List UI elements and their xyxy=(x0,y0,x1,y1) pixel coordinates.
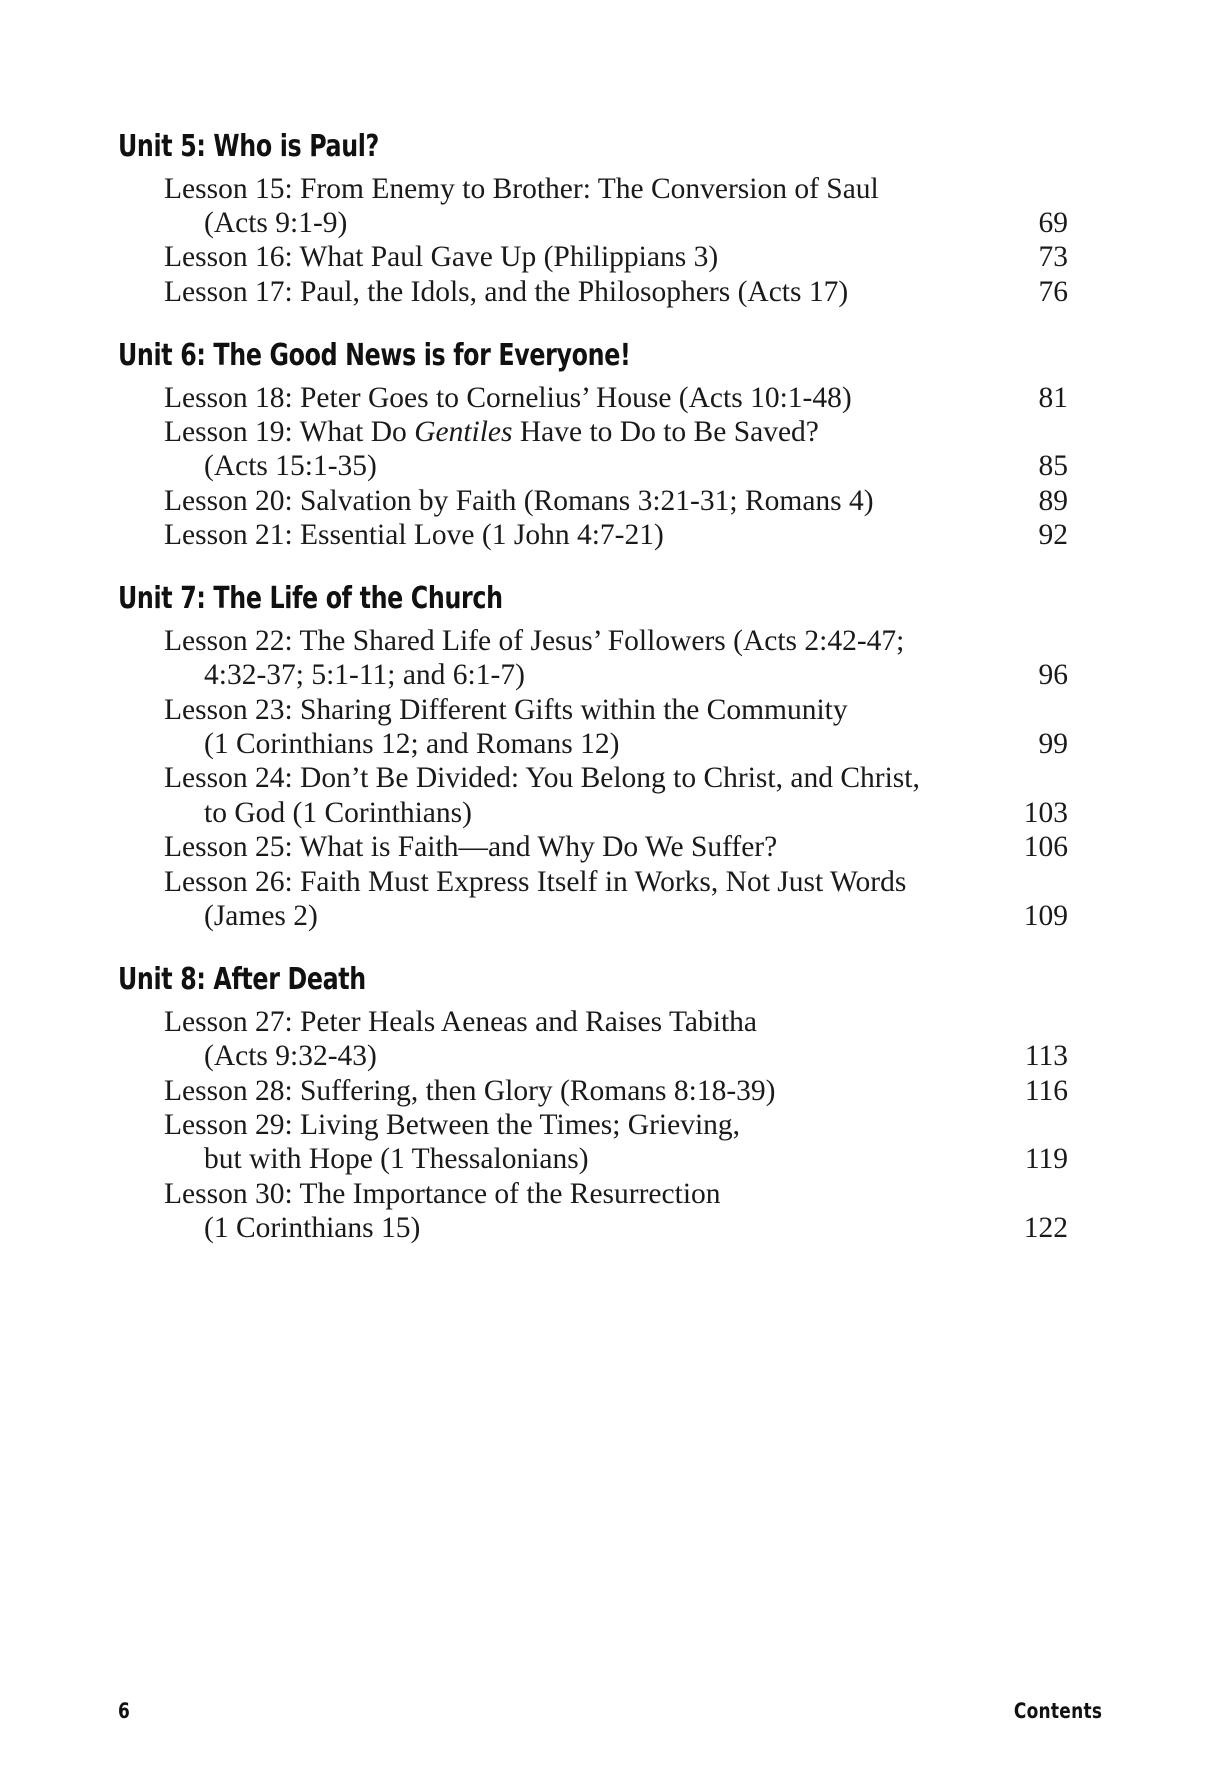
lesson-text: but with Hope (1 Thessalonians) xyxy=(204,1143,589,1176)
lesson-title-line xyxy=(164,275,1068,309)
unit-heading: Unit 8: After Death xyxy=(118,962,366,998)
lesson-title-line xyxy=(164,518,1068,552)
lesson-list xyxy=(118,381,1068,553)
lesson-title-continuation xyxy=(164,449,1068,483)
lesson-entry[interactable] xyxy=(118,1005,1068,1074)
lesson-text: Lesson 30: The Importance of the Resurrection xyxy=(164,1177,721,1210)
lesson-page-number: 99 xyxy=(1038,728,1068,761)
lesson-text: (James 2) xyxy=(204,899,318,932)
lesson-page-number: 122 xyxy=(1023,1212,1068,1244)
lesson-entry[interactable] xyxy=(118,415,1068,484)
lesson-title-line xyxy=(164,1108,1068,1142)
lesson-text: Lesson 22: The Shared Life of Jesus’ Followers (Acts 2:42-47; xyxy=(164,625,905,658)
lesson-page-number: 73 xyxy=(1038,241,1068,274)
lesson-page-number: 81 xyxy=(1038,381,1068,414)
lesson-title-continuation xyxy=(164,658,1068,692)
lesson-title-line xyxy=(164,830,1068,864)
lesson-entry[interactable] xyxy=(118,240,1068,274)
lesson-page-number: 92 xyxy=(1038,519,1068,552)
unit-heading: Unit 6: The Good News is for Everyone! xyxy=(118,338,631,374)
lesson-entry[interactable] xyxy=(118,172,1068,241)
lesson-title-line xyxy=(164,381,1068,415)
lesson-page-number: 96 xyxy=(1038,659,1068,692)
lesson-title-continuation xyxy=(164,206,1068,240)
lesson-page-number: 119 xyxy=(1024,1143,1068,1176)
running-head-label: Contents xyxy=(1013,1699,1102,1723)
lesson-title-continuation xyxy=(164,727,1068,761)
unit-block xyxy=(118,963,1068,1245)
lesson-page-number: 113 xyxy=(1024,1040,1068,1073)
lesson-entry[interactable] xyxy=(118,865,1068,934)
lesson-text: Lesson 27: Peter Heals Aeneas and Raises Tabitha xyxy=(164,1005,757,1038)
lesson-page-number: 85 xyxy=(1038,450,1068,483)
lesson-page-number: 76 xyxy=(1038,275,1068,308)
lesson-title-continuation xyxy=(164,796,1068,830)
lesson-text: Lesson 19: What Do xyxy=(164,415,415,448)
lesson-title-line xyxy=(164,484,1068,518)
lesson-text: (Acts 9:1-9) xyxy=(204,206,348,239)
lesson-text-italic: Gentiles xyxy=(414,415,513,448)
lesson-page-number: 89 xyxy=(1038,484,1068,517)
lesson-title-line xyxy=(164,1005,1068,1039)
lesson-entry[interactable] xyxy=(118,484,1068,518)
lesson-text: Lesson 15: From Enemy to Brother: The Conversion of Saul xyxy=(164,172,879,205)
lesson-text: Lesson 29: Living Between the Times; Grieving, xyxy=(164,1108,741,1141)
unit-block xyxy=(118,582,1068,933)
lesson-text: Lesson 28: Suffering, then Glory (Romans 8:18-39) xyxy=(164,1074,776,1107)
lesson-text: (1 Corinthians 15) xyxy=(204,1212,421,1244)
lesson-title-line xyxy=(164,1177,1068,1211)
toc-content xyxy=(118,130,1068,1245)
lesson-text: Lesson 21: Essential Love (1 John 4:7-21) xyxy=(164,519,664,552)
unit-block xyxy=(118,130,1068,309)
lesson-entry[interactable] xyxy=(118,761,1068,830)
lesson-title-line xyxy=(164,240,1068,274)
lesson-entry[interactable] xyxy=(118,830,1068,864)
lesson-text: Lesson 24: Don’t Be Divided: You Belong to Christ, and Christ, xyxy=(164,762,920,795)
lesson-list xyxy=(118,1005,1068,1246)
lesson-title-line xyxy=(164,865,1068,899)
lesson-title-line xyxy=(164,624,1068,658)
lesson-text: (Acts 15:1-35) xyxy=(204,450,377,483)
lesson-text: 4:32-37; 5:1-11; and 6:1-7) xyxy=(204,659,525,692)
lesson-list xyxy=(118,172,1068,309)
lesson-page-number: 69 xyxy=(1038,206,1068,239)
lesson-title-continuation xyxy=(164,899,1068,933)
lesson-page-number: 116 xyxy=(1024,1074,1068,1107)
lesson-entry[interactable] xyxy=(118,1108,1068,1177)
lesson-list xyxy=(118,624,1068,933)
page-footer xyxy=(118,1694,1102,1728)
lesson-text-after: Have to Do to Be Saved? xyxy=(512,415,819,448)
unit-heading: Unit 5: Who is Paul? xyxy=(118,129,379,164)
lesson-title-line xyxy=(164,415,1068,449)
lesson-text: Lesson 26: Faith Must Express Itself in Works, Not Just Words xyxy=(164,865,907,898)
lesson-text: Lesson 17: Paul, the Idols, and the Philosophers (Acts 17) xyxy=(164,275,849,308)
lesson-entry[interactable] xyxy=(118,381,1068,415)
unit-heading: Unit 7: The Life of the Church xyxy=(118,581,503,617)
lesson-text: Lesson 18: Peter Goes to Cornelius’ House (Acts 10:1-48) xyxy=(164,381,852,414)
unit-block xyxy=(118,339,1068,552)
lesson-entry[interactable] xyxy=(118,1074,1068,1108)
lesson-title-continuation xyxy=(164,1211,1068,1245)
lesson-text: Lesson 23: Sharing Different Gifts within the Community xyxy=(164,693,848,726)
lesson-entry[interactable] xyxy=(118,275,1068,309)
lesson-text: (1 Corinthians 12; and Romans 12) xyxy=(204,728,620,761)
lesson-page-number: 109 xyxy=(1023,899,1068,932)
lesson-title-continuation xyxy=(164,1142,1068,1176)
lesson-title-continuation xyxy=(164,1039,1068,1073)
lesson-text: Lesson 16: What Paul Gave Up (Philippians 3) xyxy=(164,241,719,274)
lesson-text: Lesson 25: What is Faith—and Why Do We Suffer? xyxy=(164,831,778,864)
lesson-text: Lesson 20: Salvation by Faith (Romans 3:21-31; Romans 4) xyxy=(164,484,874,517)
lesson-title-line xyxy=(164,1074,1068,1108)
lesson-text: to God (1 Corinthians) xyxy=(204,796,472,829)
lesson-title-line xyxy=(164,761,1068,795)
lesson-entry[interactable] xyxy=(118,518,1068,552)
lesson-title-line xyxy=(164,172,1068,206)
lesson-text: (Acts 9:32-43) xyxy=(204,1040,377,1073)
lesson-page-number: 103 xyxy=(1023,796,1068,829)
lesson-entry[interactable] xyxy=(118,693,1068,762)
lesson-entry[interactable] xyxy=(118,624,1068,693)
lesson-entry[interactable] xyxy=(118,1177,1068,1246)
lesson-page-number: 106 xyxy=(1023,831,1068,864)
folio-page-number: 6 xyxy=(118,1699,130,1723)
lesson-title-line xyxy=(164,693,1068,727)
